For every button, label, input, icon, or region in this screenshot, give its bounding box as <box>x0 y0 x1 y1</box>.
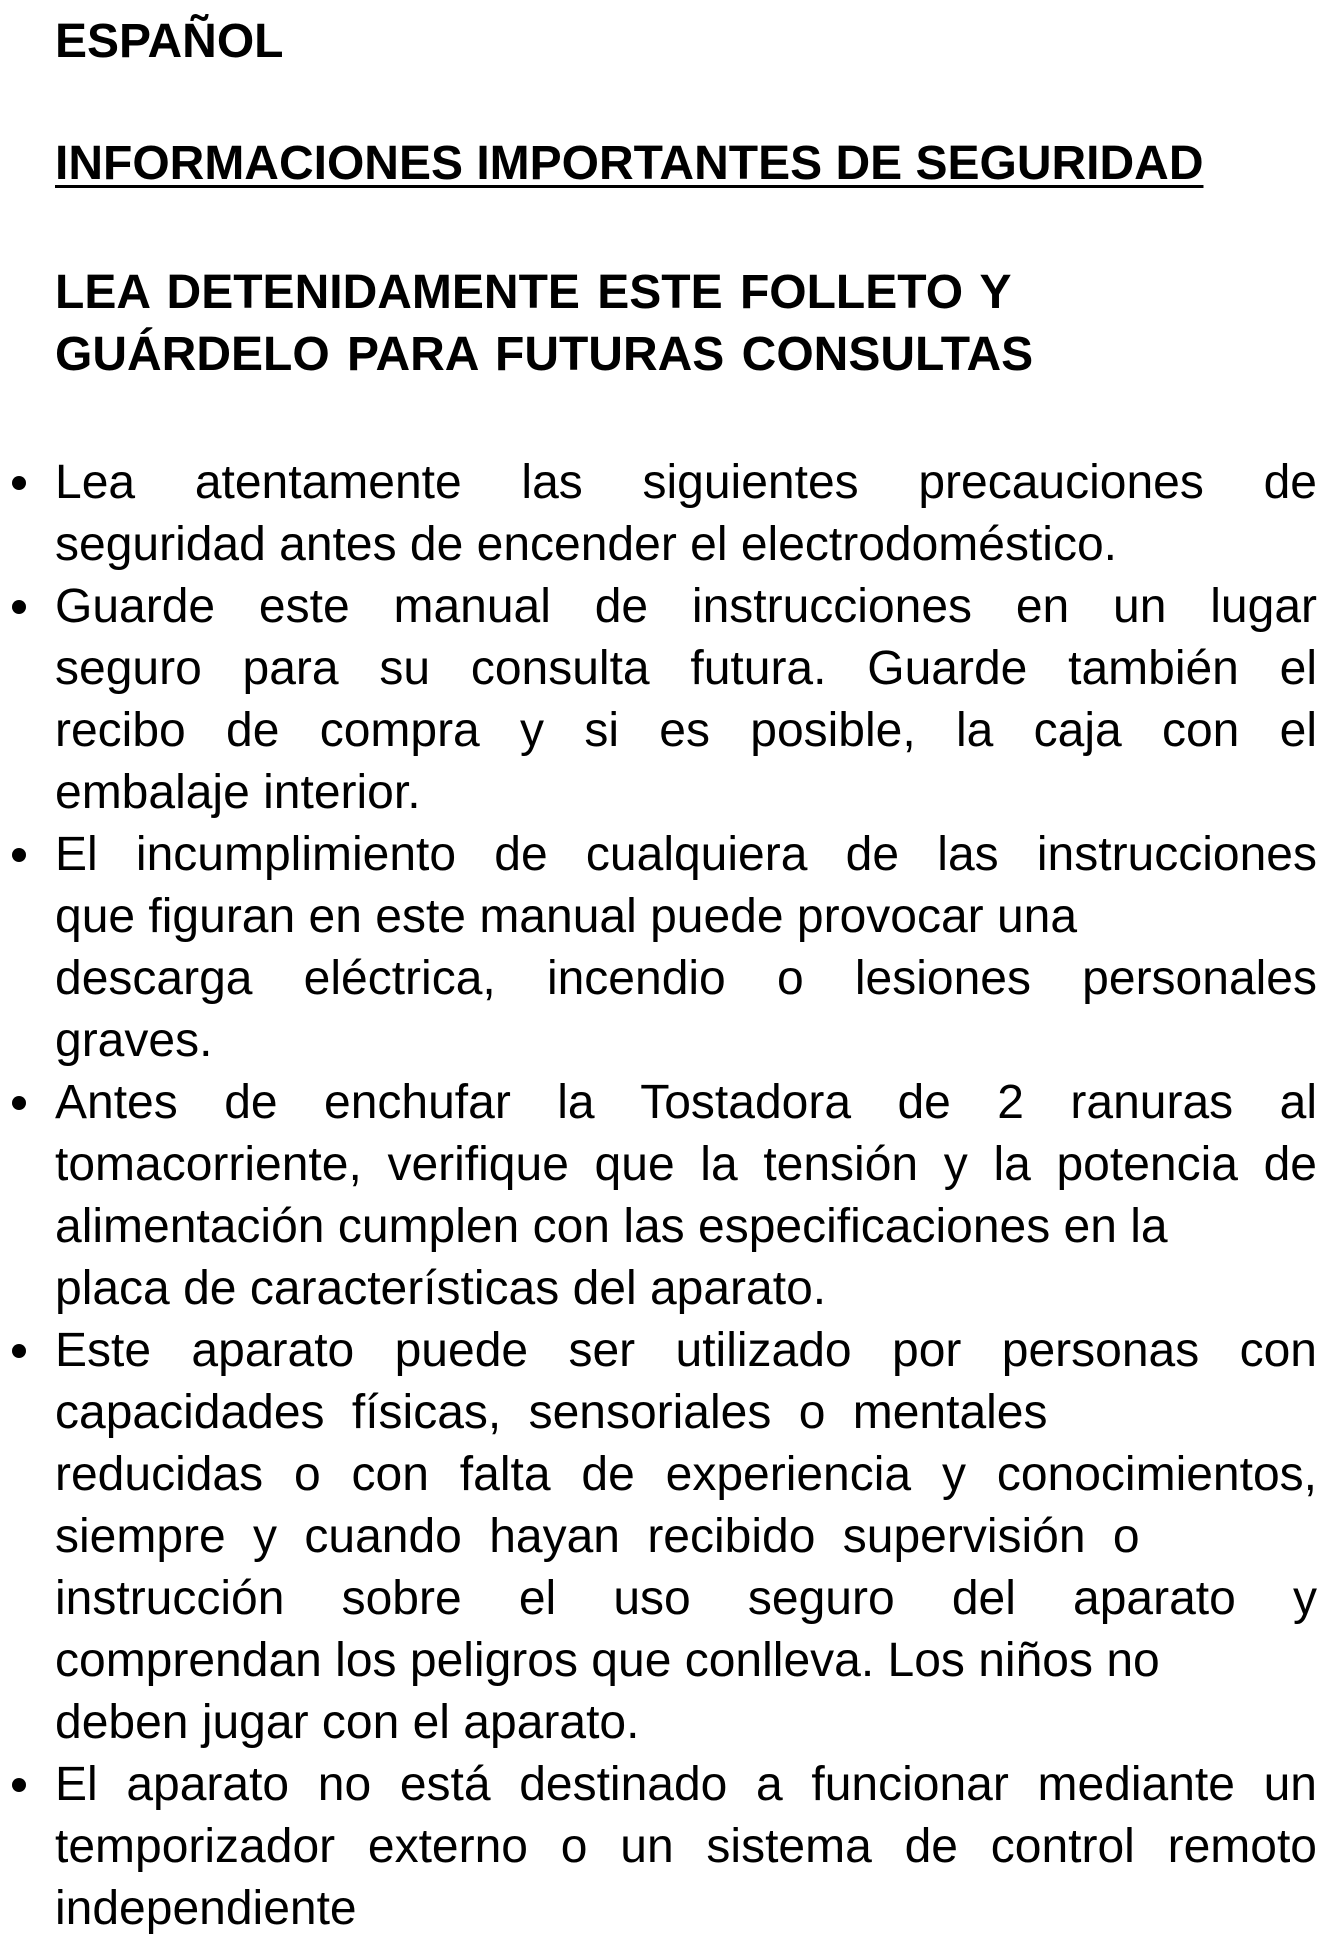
text-line: El incumplimiento de cualquiera de las instrucciones <box>55 828 1317 881</box>
text-line: deben jugar con el aparato. <box>55 1696 640 1749</box>
text-line: independiente <box>55 1882 357 1935</box>
bullet-icon <box>12 476 26 490</box>
text-line: recibo de compra y si es posible, la caja con el <box>55 704 1317 757</box>
text-line: seguro para su consulta futura. Guarde también el <box>55 642 1317 695</box>
text-line: graves. <box>55 1014 213 1067</box>
list-item <box>0 1320 1317 1754</box>
list-item <box>0 824 1317 1072</box>
list-item <box>0 1072 1317 1320</box>
text-line: El aparato no está destinado a funcionar mediante un <box>55 1758 1317 1811</box>
list-item <box>0 1754 1317 1940</box>
section-heading: INFORMACIONES IMPORTANTES DE SEGURIDAD <box>55 137 1204 190</box>
subheading-line: GUÁRDELO PARA FUTURAS CONSULTAS <box>55 328 1034 381</box>
bullet-icon <box>12 1096 26 1110</box>
text-line: Este aparato puede ser utilizado por personas con <box>55 1324 1317 1377</box>
text-line: placa de características del aparato. <box>55 1262 827 1315</box>
text-line: descarga eléctrica, incendio o lesiones personales <box>55 952 1317 1005</box>
safety-bullet-list <box>0 452 1330 1940</box>
subheading-line: LEA DETENIDAMENTE ESTE FOLLETO Y <box>55 266 1012 319</box>
text-line: instrucción sobre el uso seguro del aparato y <box>55 1572 1317 1625</box>
text-line: siempre y cuando hayan recibido supervisión o <box>55 1510 1140 1563</box>
text-line: alimentación cumplen con las especificaciones en la <box>55 1200 1168 1253</box>
list-item <box>0 576 1317 824</box>
text-line: tomacorriente, verifique que la tensión y la potencia de <box>55 1138 1317 1191</box>
bullet-icon <box>12 600 26 614</box>
text-line: temporizador externo o un sistema de control remoto <box>55 1820 1317 1873</box>
list-item <box>0 452 1317 576</box>
text-line: Guarde este manual de instrucciones en un lugar <box>55 580 1317 633</box>
text-line: capacidades físicas, sensoriales o mentales <box>55 1386 1048 1439</box>
text-line: embalaje interior. <box>55 766 421 819</box>
text-line: que figuran en este manual puede provocar una <box>55 890 1078 943</box>
text-line: comprendan los peligros que conlleva. Los niños no <box>55 1634 1160 1687</box>
bullet-icon <box>12 848 26 862</box>
text-line: Lea atentamente las siguientes precauciones de <box>55 456 1317 509</box>
text-line: seguridad antes de encender el electrodoméstico. <box>55 518 1117 571</box>
text-line: Antes de enchufar la Tostadora de 2 ranuras al <box>55 1076 1317 1129</box>
subheading <box>55 262 1033 386</box>
language-title: ESPAÑOL <box>55 15 284 68</box>
bullet-icon <box>12 1778 26 1792</box>
bullet-icon <box>12 1344 26 1358</box>
text-line: reducidas o con falta de experiencia y conocimientos, <box>55 1448 1317 1501</box>
